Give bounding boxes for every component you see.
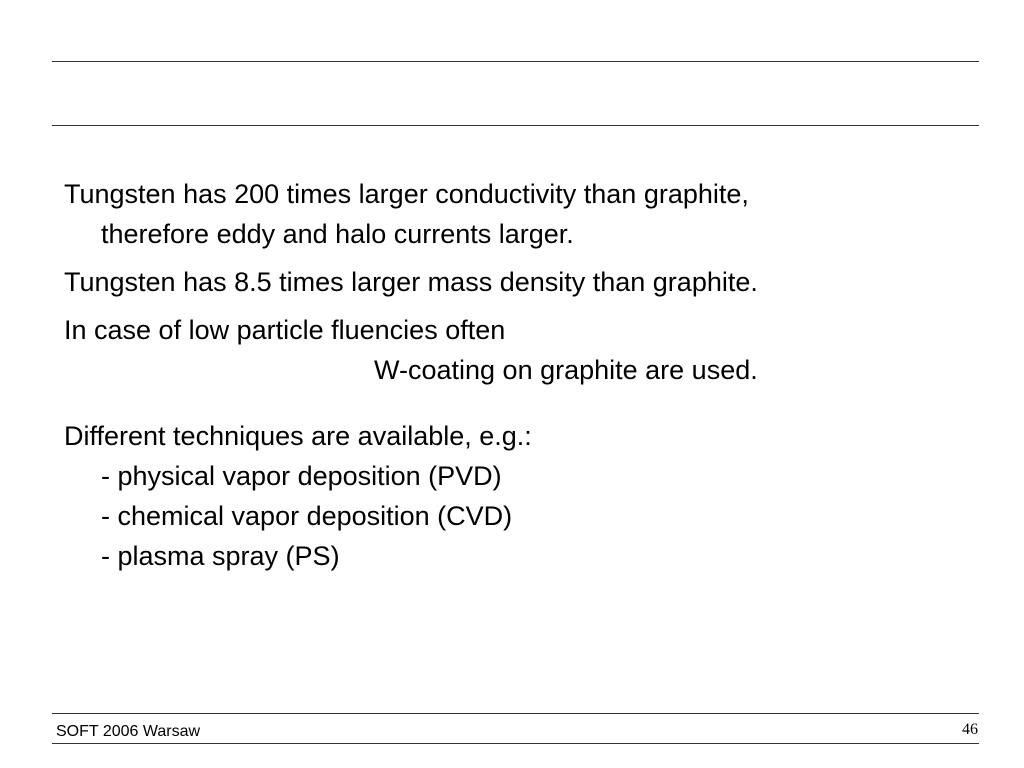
paragraph-4-line-1: Different techniques are available, e.g.:	[64, 421, 532, 451]
paragraph-1-line-1: Tungsten has 200 times larger conductivity than graphite,	[64, 179, 749, 209]
header-bottom-rule	[52, 125, 979, 126]
technique-item-pvd: - physical vapor deposition (PVD)	[101, 461, 502, 491]
footer-conference-label: SOFT 2006 Warsaw	[56, 723, 201, 740]
technique-item-cvd: - chemical vapor deposition (CVD)	[101, 501, 513, 531]
paragraph-3-line-1: In case of low particle fluencies often	[64, 315, 506, 345]
page-number: 46	[962, 721, 978, 738]
slide-body	[64, 174, 964, 576]
technique-item-ps: - plasma spray (PS)	[101, 541, 340, 571]
footer-bottom-rule	[52, 743, 979, 744]
footer-top-rule	[52, 713, 979, 714]
paragraph-1-line-2: therefore eddy and halo currents larger.	[101, 219, 574, 249]
paragraph-2: Tungsten has 8.5 times larger mass density than graphite.	[64, 267, 758, 297]
header-top-rule	[52, 61, 979, 62]
paragraph-3-line-2: W-coating on graphite are used.	[374, 355, 758, 385]
